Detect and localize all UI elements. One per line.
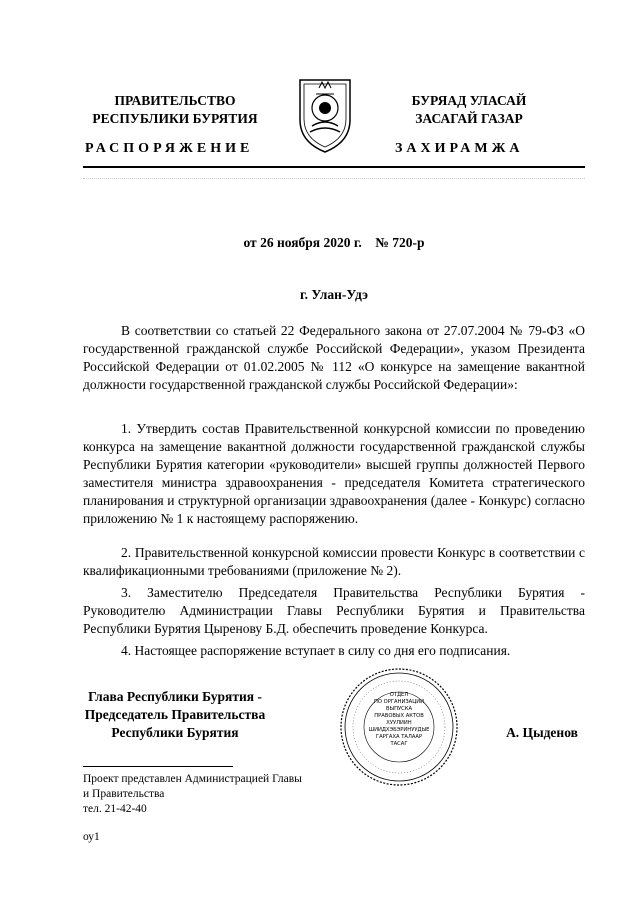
stamp-text bbox=[358, 692, 440, 748]
stamp-line-5: ХУУЛИИН bbox=[386, 720, 412, 726]
issuer-line-2-bua: ЗАСАГАЙ ГАЗАР bbox=[415, 111, 523, 126]
signatory-title-line-3: Республики Бурятия bbox=[111, 725, 239, 740]
footnote-rule bbox=[83, 766, 233, 767]
signatory-name: А. Цыденов bbox=[506, 725, 578, 740]
issuer-line-1: ПРАВИТЕЛЬСТВО bbox=[114, 93, 236, 108]
paragraph-1: 1. Утвердить состав Правительственной конкурсной комиссии по проведению конкурса на замещение вакантной должности государственной гражданской службы Республики Бурятия категории «руководители» высшей группы должностей Первого заместителя министра здравоохранения - председателя Комитета стратегического планирования и структурной организации здравоохранения (далее - Конкурс) согласно приложению № 1 к настоящему распоряжению. bbox=[83, 421, 585, 526]
coat-of-arms-icon bbox=[294, 72, 356, 154]
issuer-line-1-bua: БУРЯАД УЛАСАЙ bbox=[411, 93, 527, 108]
stamp-line-2: ПО ОРГАНИЗАЦИИ bbox=[373, 699, 424, 705]
paragraph-4: 4. Настоящее распоряжение вступает в силу со дня его подписания. bbox=[121, 643, 511, 658]
stamp-line-4: ПРАВОВЫХ АКТОВ bbox=[374, 713, 424, 719]
doc-type-bua: ЗАХИРАМЖА bbox=[395, 141, 524, 156]
stamp-line-3: ВЫПУСКА bbox=[385, 706, 413, 712]
paragraph-2: 2. Правительственной конкурсной комиссии провести Конкурс в соответствии с квалификационными требованиями (приложение № 2). bbox=[83, 545, 585, 578]
stamp-line-6: ШИИДХЭБЭРИНУУДЫЕ bbox=[368, 727, 430, 733]
issuer-line-2: РЕСПУБЛИКИ БУРЯТИЯ bbox=[92, 111, 258, 126]
official-stamp bbox=[338, 666, 460, 788]
signatory-title bbox=[70, 688, 280, 742]
header-rule bbox=[83, 166, 585, 168]
issuer-block-ru bbox=[60, 92, 290, 128]
city: г. Улан-Удэ bbox=[300, 287, 368, 302]
footnote-line-2: и Правительства bbox=[83, 788, 165, 800]
date-number: от 26 ноября 2020 г. № 720-р bbox=[243, 235, 425, 250]
stamp-line-1: ОТДЕЛ bbox=[389, 692, 409, 698]
paragraph-3: 3. Заместителю Председателя Правительства Республики Бурятия - Руководителю Администрации Главы Республики Бурятия и Правительства Республики Бурятия Цыренову Б.Д. обеспечить проведение Конкурса. bbox=[83, 585, 585, 636]
doc-type-ru: РАСПОРЯЖЕНИЕ bbox=[85, 141, 254, 156]
issuer-block-bua bbox=[354, 92, 584, 128]
stamp-line-8: ТАСАГ bbox=[390, 741, 408, 747]
header-dotted-line bbox=[83, 174, 585, 179]
internal-code: оу1 bbox=[83, 831, 100, 843]
paragraph-preamble: В соответствии со статьей 22 Федерального закона от 27.07.2004 № 79-ФЗ «О государственной гражданской службе Российской Федерации», указом Президента Российской Федерации от 01.02.2005 № 112 «О конкурсе на замещение вакантной должности государственной гражданской службы Российской Федерации»: bbox=[83, 323, 585, 392]
footnote-line-1: Проект представлен Администрацией Главы bbox=[83, 773, 302, 785]
footnote bbox=[83, 772, 343, 817]
signatory-title-line-2: Председатель Правительства bbox=[84, 707, 266, 722]
stamp-line-7: ГАРГАХА ТАЛААР bbox=[375, 734, 423, 740]
signatory-title-line-1: Глава Республики Бурятия - bbox=[88, 689, 262, 704]
footnote-line-3: тел. 21-42-40 bbox=[83, 803, 147, 815]
